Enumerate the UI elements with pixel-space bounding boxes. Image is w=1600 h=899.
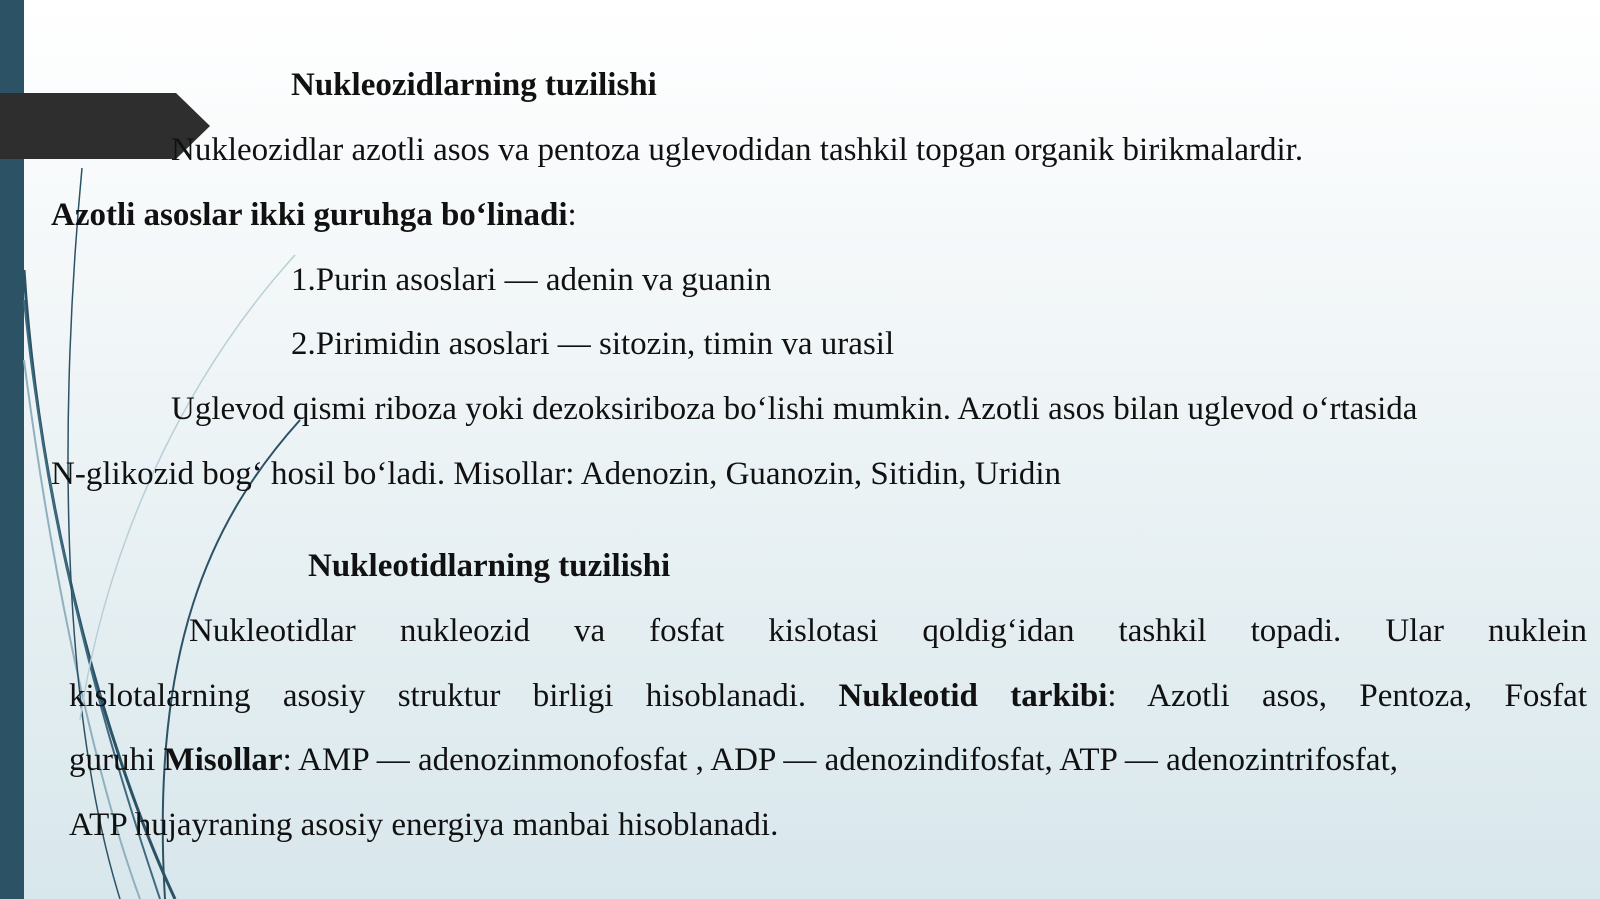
paragraph-nukleozid-definition: Nukleozidlar azotli asos va pentoza uglevodidan tashkil topgan organik birikmalardir. xyxy=(171,132,1304,168)
paragraph-nukleotid-line3 xyxy=(69,740,1398,780)
paragraph-uglevod-line1: Uglevod qismi riboza yoki dezoksiriboza bo‘lishi mumkin. Azotli asos bilan uglevod o‘rtasida xyxy=(171,391,1418,427)
groups-colon: : xyxy=(567,197,577,233)
groups-heading-line xyxy=(51,195,577,235)
list-item-purin: 1.Purin asoslari — adenin va guanin xyxy=(291,262,772,298)
misollar-items: : AMP — adenozinmonofosfat , ADP — adenozindifosfat, ATP — adenozintrifosfat, xyxy=(282,742,1398,778)
misollar-label: Misollar xyxy=(163,742,283,778)
paragraph-nukleotid-line1: Nukleotidlar nukleozid va fosfat kislotasi qoldig‘idan tashkil topadi. Ular nuklein xyxy=(189,613,1587,649)
paragraph-nukleotid-line4: ATP hujayraning asosiy energiya manbai hisoblanadi. xyxy=(69,807,779,843)
nukleotid-tarkibi-items: : Azotli asos, Pentoza, Fosfat xyxy=(1107,678,1587,714)
title-nukleozidlar: Nukleozidlarning tuzilishi xyxy=(291,67,657,103)
nukleotid-line2-text: kislotalarning asosiy struktur birligi hisoblanadi. xyxy=(69,678,807,714)
list-item-pirimidin: 2.Pirimidin asoslari — sitozin, timin va urasil xyxy=(291,326,895,362)
nukleotid-tarkibi-label: Nukleotid tarkibi xyxy=(838,678,1108,714)
title-nukleotidlar: Nukleotidlarning tuzilishi xyxy=(308,548,671,584)
paragraph-nukleotid-line2 xyxy=(69,676,1587,716)
paragraph-uglevod-line2: N-glikozid bog‘ hosil bo‘ladi. Misollar: Adenozin, Guanozin, Sitidin, Uridin xyxy=(51,456,1062,492)
nukleotid-line3-text: guruhi xyxy=(69,742,164,778)
groups-heading: Azotli asoslar ikki guruhga bo‘linadi xyxy=(51,197,568,233)
